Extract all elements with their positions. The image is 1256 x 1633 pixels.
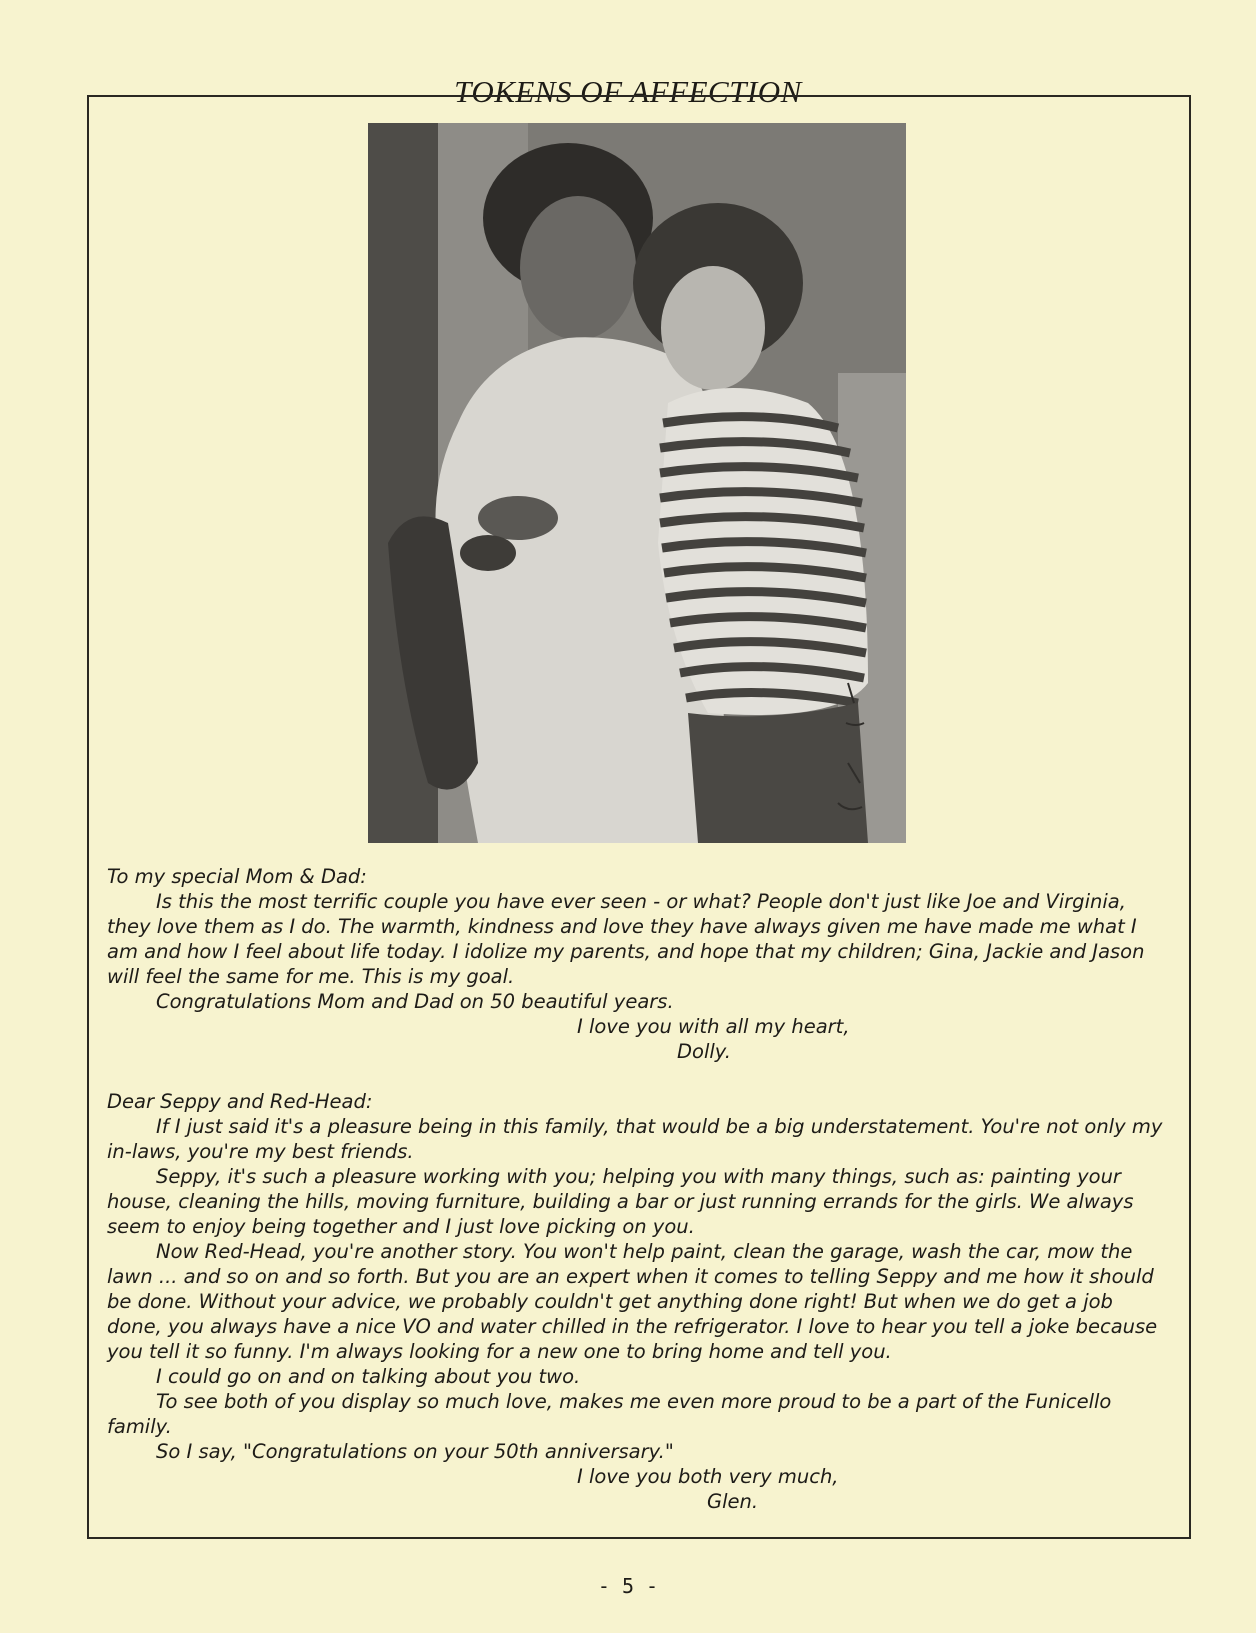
page-number: - 5 - xyxy=(597,1574,659,1598)
letter2-paragraph: If I just said it's a pleasure being in this family, that would be a big understatement. You're not only my in-laws, you're my best friends. xyxy=(107,1115,1163,1163)
letter2-paragraph: Seppy, it's such a pleasure working with you; helping you with many things, such as: painting your house, cleaning the hills, moving furniture, building a bar or just running errands for the girls. We always seem to enjoy being together and I just love picking on you. xyxy=(107,1165,1134,1238)
letter2-paragraph: So I say, "Congratulations on your 50th anniversary." xyxy=(156,1440,674,1463)
letter1-closing: I love you with all my heart, xyxy=(577,1015,850,1038)
letter2-paragraph: I could go on and on talking about you two. xyxy=(156,1365,581,1388)
couple-photo xyxy=(368,123,906,843)
page-title: TOKENS OF AFFECTION xyxy=(450,72,806,112)
letter2-salutation: Dear Seppy and Red-Head: xyxy=(107,1090,373,1113)
letter1-paragraph: Congratulations Mom and Dad on 50 beautiful years. xyxy=(156,990,674,1013)
letter1-salutation: To my special Mom & Dad: xyxy=(107,865,367,888)
letter1-signature: Dolly. xyxy=(677,1040,732,1063)
letter1-paragraph: Is this the most terrific couple you have ever seen - or what? People don't just like Joe and Virginia, they love them as I do. The warmth, kindness and love they have always given me have made me what I am and how I feel about life today. I idolize my parents, and hope that my children; Gina, Jackie and Jason will feel the same for me. This is my goal. xyxy=(107,890,1145,988)
letter2-paragraph: Now Red-Head, you're another story. You won't help paint, clean the garage, wash the car, mow the lawn ... and so on and so forth. But you are an expert when it comes to telling Seppy and me how it should be done. Without your advice, we probably couldn't get anything done right! But when we do get a job done, you always have a nice VO and water chilled in the refrigerator. I love to hear you tell a joke because you tell it so funny. I'm always looking for a new one to bring home and tell you. xyxy=(107,1240,1158,1363)
letter2-paragraph: To see both of you display so much love, makes me even more proud to be a part of the Funicello family. xyxy=(107,1390,1112,1438)
letter2-signature: Glen. xyxy=(707,1490,759,1513)
letter-from-dolly xyxy=(107,864,1167,1064)
letter-from-glen xyxy=(107,1089,1167,1514)
letter2-closing: I love you both very much, xyxy=(577,1465,839,1488)
couple-photo-illustration xyxy=(368,123,906,843)
